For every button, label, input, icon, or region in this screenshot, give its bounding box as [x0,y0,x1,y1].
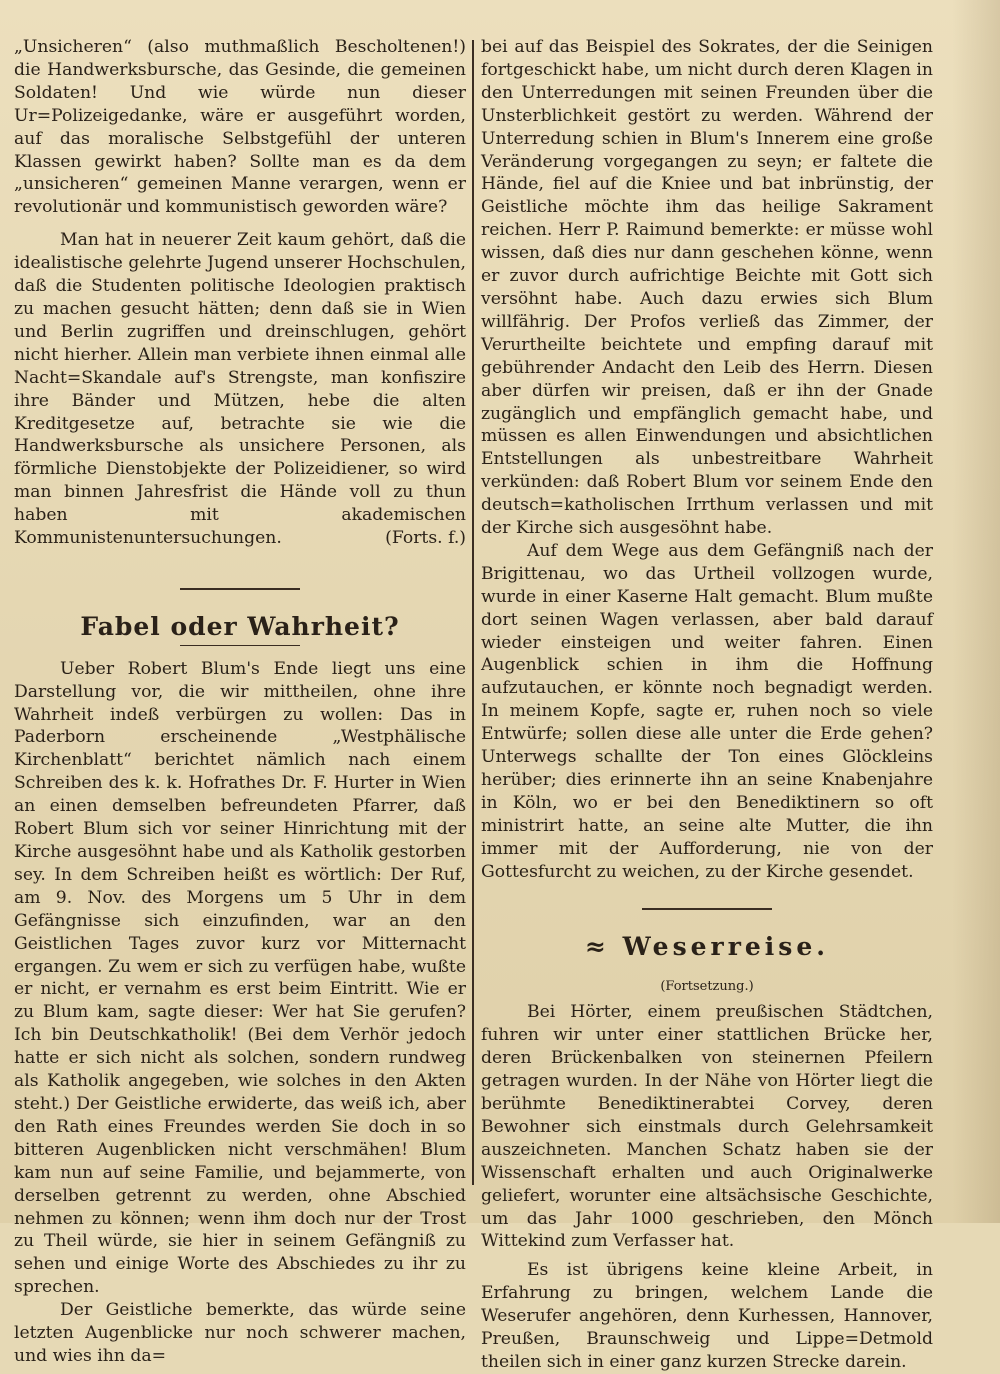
section-divider [642,908,772,910]
article-paragraph: Auf dem Wege aus dem Gefängniß nach der Brigittenau, wo das Urtheil vollzogen wurde, wurde in einer Kaserne Halt gemacht. Blum mußte dort seinen Wagen verlassen, aber bald darauf wieder einsteigen und weiter fahren. Einen Augenblick schien in ihm die Hoffnung aufzutauchen, er könnte noch begnadigt werden. In meinem Kopfe, sagte er, ruhen noch so viele Entwürfe; sollen diese alle unter die Erde gehen? Unterwegs schallte der Ton eines Glöckleins herüber; dies erinnerte ihn an seine Knabenjahre in Köln, wo er bei den Benediktinern so oft ministrirt hatte, an seine alte Mutter, die ihn immer mit der Aufforderung, nie von der Gottesfurcht zu weichen, zu der Kirche gesendet. [481,540,933,882]
article-paragraph: Es ist übrigens keine kleine Arbeit, in Erfahrung zu bringen, welchem Lande die Weserufer angehören, denn Kurhessen, Hannover, Preußen, Braunschweig und Lippe=Detmold theilen sich in einer ganz kurzen Strecke darein. [481,1260,933,1372]
article-paragraph: Man hat in neuerer Zeit kaum gehört, daß die idealistische gelehrte Jugend unserer Hochschulen, daß die Studenten politische Ideologien praktisch zu machen gesucht hätten; denn daß sie in Wien und Berlin zugriffen und dreinschlugen, gehört nicht hierher. Allein man verbiete ihnen einmal alle Nacht=Skandale auf's Strengste, man konfiszire ihre Bänder und Mützen, hebe die alten Kreditgesetze auf, betrachte sie wie die Handwerksbursche als unsichere Personen, als förmliche Dienstobjekte der Polizeidiener, so wird man binnen Jahresfrist die Hände voll zu thun haben mit akademischen Kommunistenuntersuchungen. [14,230,466,549]
heading-underline [180,645,300,646]
article-continuation-paragraph: „Unsicheren“ (also muthmaßlich Bescholtenen!) die Handwerksbursche, das Gesinde, die gemeinen Soldaten! Und wie würde nun dieser Ur=Polizeigedanke, wäre er ausgeführt worden, auf das moralische Selbstgefühl der unteren Klassen gewirkt haben? Sollte man es da dem „unsicheren“ gemeinen Manne verargen, wenn er revolutionär und kommunistisch geworden wäre? [14,37,466,218]
column-divider [472,40,474,1185]
article-continuation-paragraph: bei auf das Beispiel des Sokrates, der die Seinigen fortgeschickt habe, um nicht durch deren Klagen in den Unterredungen mit seinen Freunden über die Unsterblichkeit gestört zu werden. Während der Unterredung schien in Blum's Innerem eine große Veränderung vorgegangen zu seyn; er faltete die Hände, fiel auf die Kniee und bat inbrünstig, der Geistliche möchte ihm das heilige Sakrament reichen. Herr P. Raimund bemerkte: er müsse wohl wissen, daß dies nur dann geschehen könne, wenn er zuvor durch aufrichtige Beichte mit Gott sich versöhnt habe. Auch dazu erwies sich Blum willfährig. Der Profos verließ das Zimmer, der Verurtheilte beichtete und empfing darauf mit gebührender Andacht den Leib des Herrn. Diesen aber dürfen wir preisen, daß er ihn der Gnade zugänglich und empfänglich gemacht habe, und müssen es allen Einwendungen und absichtlichen Entstellungen als unbestreitbare Wahrheit verkünden: daß Robert Blum vor seinem Ende den deutsch=katholischen Irrthum verlassen und mit der Kirche sich ausgesöhnt habe. [481,37,933,539]
continuation-note: (Forts. f.) [385,527,466,548]
left-column [14,36,466,1368]
section-divider [180,588,300,590]
page-edge-shadow [952,0,1000,1223]
article-paragraph: Der Geistliche bemerkte, das würde seine letzten Augenblicke nur noch schwerer machen, und wies ihn da= [14,1300,466,1366]
article-paragraph: Bei Hörter, einem preußischen Städtchen, fuhren wir unter einer stattlichen Brücke her, deren Brückenbalken von steinernen Pfeilern getragen wurden. In der Nähe von Hörter liegt die berühmte Benediktinerabtei Corvey, deren Bewohner sich einstmals durch Gelehrsamkeit auszeichneten. Manchen Schatz haben sie der Wissenschaft erhalten und auch Originalwerke geliefert, worunter eine altsächsische Geschichte, um das Jahr 1000 geschrieben, den Mönch Wittekind zum Verfasser hat. [481,1002,933,1252]
article-heading: Fabel oder Wahrheit? [80,611,400,641]
article-paragraph: Ueber Robert Blum's Ende liegt uns eine Darstellung vor, die wir mittheilen, ohne ihre Wahrheit indeß verbürgen zu wollen: Das in Paderborn erscheinende „Westphälische Kirchenblatt“ berichtet nämlich nach einem Schreiben des k. k. Hofrathes Dr. F. Hurter in Wien an einen demselben befreundeten Pfarrer, daß Robert Blum sich vor seiner Hinrichtung mit der Kirche ausgesöhnt habe und als Katholik gestorben sey. In dem Schreiben heißt es wörtlich: Der Ruf, am 9. Nov. des Morgens um 5 Uhr in dem Gefängnisse sich einzufinden, war an den Geistlichen Tages zuvor kurz vor Mitternacht ergangen. Zu wem er sich zu verfügen habe, wußte er nicht, er vernahm es erst beim Eintritt. Wie er zu Blum kam, sagte dieser: Wer hat Sie gerufen? Ich bin Deutschkatholik! (Bei dem Verhör jedoch hatte er sich nicht als solchen, sondern rundweg als Katholik angegeben, wie solches in den Akten steht.) Der Geistliche erwiderte, das weiß ich, aber den Rath eines Freundes werden Sie doch in so bitteren Augenblicken nicht verschmähen! Blum kam nun auf seine Familie, und bejammerte, von derselben getrennt zu werden, ohne Abschied nehmen zu können; wenn ihm doch nur der Trost zu Theil würde, sie hier in seinem Gefängniß zu sehen und einige Worte des Abschiedes zu ihr zu sprechen. [14,658,466,1298]
article-heading: ≈ Weserreise. [584,931,829,961]
right-column [481,36,933,1374]
continuation-note: (Fortsetzung.) [660,979,754,995]
